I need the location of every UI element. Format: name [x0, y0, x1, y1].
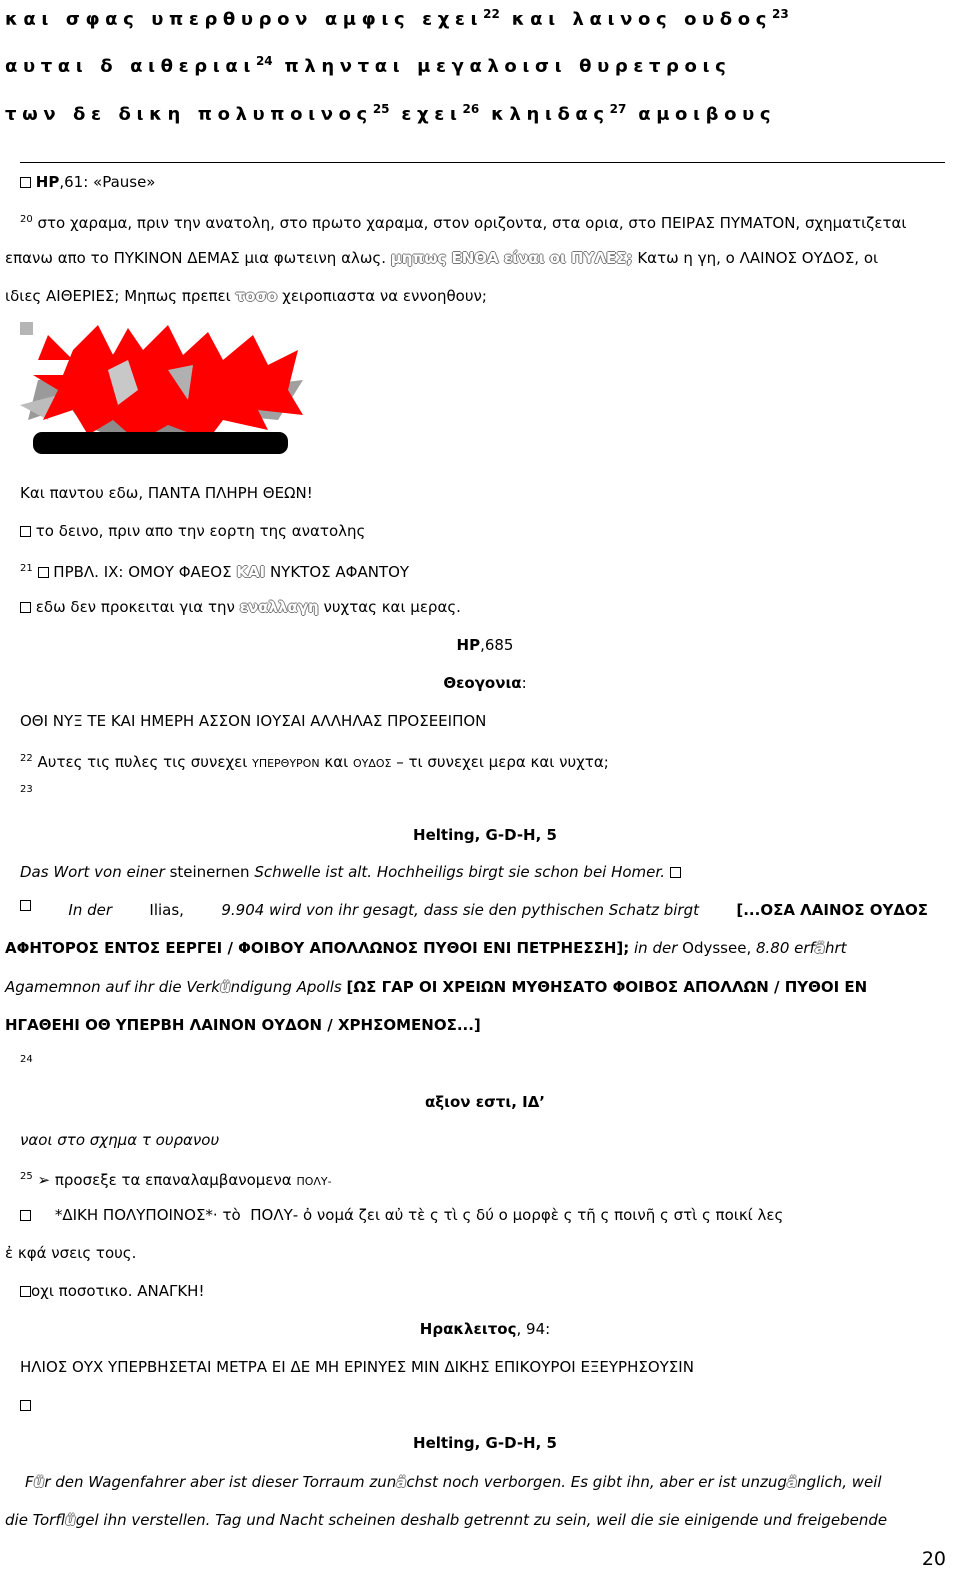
checkbox-icon	[38, 567, 49, 578]
naoi-line: ναοι στο σχημα τ ουρανου	[20, 1131, 220, 1149]
checkbox-icon	[20, 1286, 31, 1297]
theogony-quote: ΟΘΙ ΝΥΞ ΤΕ ΚΑΙ ΗΜΕΡΗ ΑΣΣΟΝ ΙΟΥΣΑΙ ΑΛΛΗΛΑΣ ΠΡΟΣΕΕΙΠΟΝ	[20, 712, 487, 730]
note-hp61: HP,61: «Pause»	[20, 172, 960, 192]
footnote-21: $^{21}$ ΠΡΒΛ. IX: ΟΜΟΥ ΦΑΕΟΣ ΚΑΙ ΝΥΚΤΟΣ ΑΦΑΝΤΟΥ	[20, 563, 410, 581]
edo-line: εδω δεν προκειται για την εναλλαγη νυχτας και μερας.	[20, 597, 960, 617]
footnote-20-line-3: ιδιες ΑΙΘΕΡΙΕΣ; Μηπως πρεπει τοσο χειροπιαστα να εννοηθουν;	[5, 287, 487, 305]
ekfanseis-line: ἐ κφά νσεις τους.	[5, 1244, 137, 1262]
empty-checkbox-line	[20, 1395, 960, 1415]
footnote-20-line-2: επανω απο το ΠΥΚΙΝΟΝ ΔΕΜΑΣ μια φωτεινη αλως. μηπως ΕΝΘΑ είναι οι ΠΥΛΕΣ; Κατω η γη, ο ΛΑΙΝΟΣ ΟΥΔΟΣ, οι	[5, 249, 879, 267]
footnote-20-line-1: $^{20}$ στο χαραμα, πριν την ανατολη, στο πρωτο χαραμα, στον οριζοντα, στα ορια, στο ΠΕΙΡΑΣ ΠΥΜΑΤΟΝ, σχηματιζεται	[20, 214, 907, 232]
footnote-22: $^{22}$ Αυτες τις πυλες τις συνεχει ΥΠΕΡΘΥΡΟΝ και ΟΥΔΟΣ – τι συνεχει μερα και νυχτα;	[20, 753, 609, 771]
ochi-line: οχι ποσοτικο. ΑΝΑΓΚΗ!	[20, 1281, 960, 1301]
dike-line: *ΔΙΚΗ ΠΟΛΥΠΟΙΝΟΣ*· τὸ ΠΟΛΥ- ὀ νομά ζει αὐ τὲ ς τὶ ς δύ ο μορφὲ ς τῆ ς ποινῆ ς στὶ ς ποικί λες	[20, 1205, 960, 1225]
verse-line-3: των δε δικη πολυποινος$^{25}$ εχει$^{26}$ κληιδας$^{27}$ αμοιβους	[5, 102, 777, 125]
helios-quote: ΗΛΙΟΣ ΟΥΧ ΥΠΕΡΒΗΣΕΤΑΙ ΜΕΤΡΑ ΕΙ ΔΕ ΜΗ ΕΡΙΝΥΕΣ ΜΙΝ ΔΙΚΗΣ ΕΠΙΚΟΥΡΟΙ ΕΞΕΥΡΗΣΟΥΣΙΝ	[20, 1358, 694, 1376]
everywhere-line: Και παντου εδω, ΠΑΝΤΑ ΠΛΗΡΗ ΘΕΩΝ!	[20, 484, 313, 502]
verse-line-1: και σφας υπερθυρον αμφις εχει$^{22}$ και λαινος ουδος$^{23}$	[5, 7, 789, 30]
hp685-heading: HP,685	[456, 636, 514, 654]
heraclitus-heading: Ηρακλειτος, 94:	[419, 1320, 551, 1338]
theogony-heading: Θεογονια:	[443, 674, 527, 692]
helting-heading-1: Helting, G-D-H, 5	[413, 826, 557, 844]
wort-line: Das Wort von einer steinernen Schwelle ist alt. Hochheiligs birgt sie schon bei Homer.	[20, 862, 960, 882]
fire-illustration	[18, 320, 308, 464]
fur-line: Für den Wagenfahrer aber ist dieser Torraum zunächst noch verborgen. Es gibt ihn, aber er ist unzugänglich, weil	[25, 1473, 882, 1491]
die-line: die Torflügel ihn verstellen. Tag und Nacht scheinen deshalb getrennt zu sein, weil die sie einigende und freigebende	[5, 1511, 888, 1529]
helting-heading-2: Helting, G-D-H, 5	[413, 1434, 557, 1452]
ilias-line: In der Ilias, 9.904 wird von ihr gesagt, dass sie den pythischen Schatz birgt [...ΟΣΑ ΛΑΙΝΟΣ ΟΥΔΟΣ	[20, 900, 928, 920]
checkbox-icon	[20, 900, 31, 911]
axion-heading: αξιον εστι, ΙΔ’	[424, 1093, 545, 1111]
checkbox-icon	[670, 867, 681, 878]
footnote-24: 24	[20, 1054, 33, 1065]
checkbox-icon	[20, 602, 31, 613]
footnote-23: 23	[20, 784, 33, 795]
afthoros-line: ΑΦΗΤΟΡΟΣ ΕΝΤΟΣ ΕΕΡΓΕΙ / ΦΟΙΒΟΥ ΑΠΟΛΛΩΝΟΣ ΠΥΘΟΙ ΕΝΙ ΠΕΤΡΗΕΣΣΗ]; in der Odyssee, 8.80 erfährt	[5, 939, 847, 957]
hgatheei-line: ΗΓΑΘΕΗΙ ΟΘ ΥΠΕΡΒΗ ΛΑΙΝΟΝ ΟΥΔΟΝ / ΧΡΗΣΟΜΕΝΟΣ...]	[5, 1016, 481, 1034]
checkbox-icon	[20, 1400, 31, 1411]
checkbox-icon	[20, 1210, 31, 1221]
arrow-bullet-icon: ➢	[37, 1171, 51, 1189]
checkbox-icon	[20, 526, 31, 537]
footnote-separator	[20, 162, 945, 163]
checkbox-icon	[20, 177, 31, 188]
verse-line-2: αυται δ αιθεριαι$^{24}$ πληνται μεγαλοισι θυρετροις	[5, 54, 732, 77]
footnote-25: $^{25}$ ➢ προσεξε τα επαναλαμβανομενα ΠΟΛΥ-	[20, 1171, 332, 1189]
page-number: 20	[921, 1548, 946, 1570]
deino-line: το δεινο, πριν απο την εορτη της ανατολης	[20, 521, 960, 541]
agamemnon-line: Agamemnon auf ihr die Verkündigung Apolls [ΩΣ ΓΑΡ ΟΙ ΧΡΕΙΩΝ ΜΥΘΗΣΑΤΟ ΦΟΙΒΟΣ ΑΠΟΛΛΩΝ / ΠΥΘΟΙ ΕΝ	[5, 978, 868, 996]
